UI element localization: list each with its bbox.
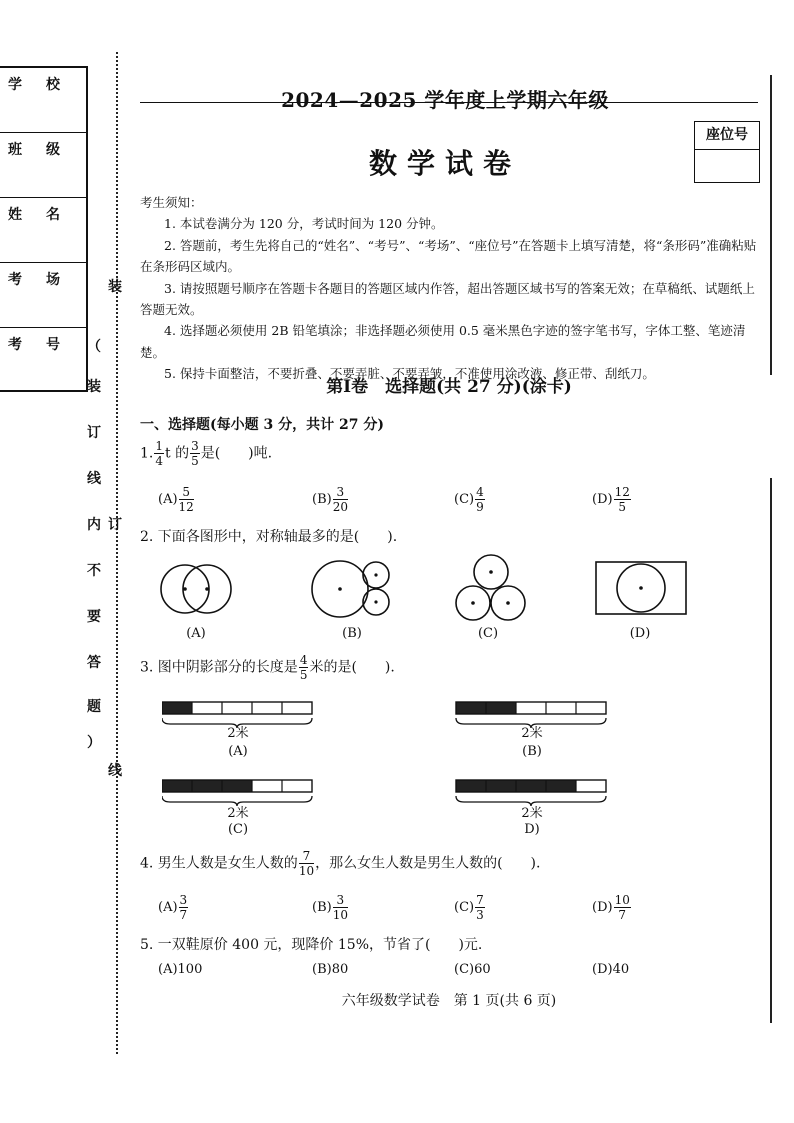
info-field-exam-room[interactable]: 考场 <box>0 263 86 328</box>
q2-figures <box>150 552 710 628</box>
question-4: 4. 男生人数是女生人数的 $\frac{7}{10}$ ，那么女生人数是男生人数的( ). <box>140 849 541 878</box>
figure-d-rectangle-with-circle <box>596 562 686 614</box>
instruction-item: 4. 选择题必须使用 2B 铅笔填涂；非选择题必须使用 0.5 毫米黑色字迹的签字笔书写，字体工整、笔迹清楚。 <box>140 323 746 360</box>
figure-c-three-circles <box>456 555 525 620</box>
exam-instructions <box>140 192 760 385</box>
instruction-item: 5. 保持卡面整洁，不要折叠、不要弄脏、不要弄皱，不准使用涂改液、修正带、刮纸刀。 <box>164 366 655 382</box>
q1-option-d[interactable]: (D) $\frac{12}{5}$ <box>592 485 630 514</box>
q5-option-b[interactable]: (B)80 <box>312 962 349 977</box>
q3-option-b[interactable]: (B) <box>522 744 542 759</box>
binding-side-top: 装 <box>108 279 122 295</box>
exam-main-title: 数学试卷 <box>368 147 521 180</box>
part-title: 一、选择题(每小题 3 分，共计 27 分) <box>140 417 384 433</box>
q2-option-d[interactable]: (D) <box>629 626 651 641</box>
q5-option-c[interactable]: (C)60 <box>454 962 491 977</box>
header-rule <box>140 102 758 103</box>
q3-option-a[interactable]: (A) <box>228 744 248 759</box>
info-field-school[interactable]: 学校 <box>0 68 86 133</box>
q3-option-d[interactable]: D) <box>524 822 540 837</box>
q1-option-a[interactable]: (A) $\frac{5}{12}$ <box>158 485 194 514</box>
q3-caption-c: 2米 <box>227 806 249 821</box>
q4-option-c[interactable]: (C) $\frac{7}{3}$ <box>454 893 484 922</box>
q4-option-a[interactable]: (A) $\frac{3}{7}$ <box>158 893 188 922</box>
info-field-class[interactable]: 班级 <box>0 133 86 198</box>
q2-option-c[interactable]: (C) <box>477 626 499 641</box>
instructions-heading: 考生须知： <box>140 195 203 210</box>
question-1: 1. $\frac{1}{4}$ t 的 $\frac{3}{5}$ 是( )吨. <box>140 439 273 468</box>
q3-caption-b: 2米 <box>521 726 543 741</box>
q5-option-d[interactable]: (D)40 <box>592 962 630 977</box>
seat-number-box[interactable] <box>694 121 760 183</box>
question-3: 3. 图中阴影部分的长度是 $\frac{4}{5}$ 米的是( ). <box>140 653 395 682</box>
binding-side-mid: 订 <box>108 517 122 533</box>
q1-option-c[interactable]: (C) $\frac{4}{9}$ <box>454 485 484 514</box>
instruction-item: 1. 本试卷满分为 120 分，考试时间为 120 分钟。 <box>164 216 444 232</box>
page-footer: 六年级数学试卷 第 1 页(共 6 页) <box>341 993 557 1009</box>
q1-option-b[interactable]: (B) $\frac{3}{20}$ <box>312 485 348 514</box>
instruction-item: 3. 请按照题号顺序在答题卡各题目的答题区域内作答，超出答题区域书写的答案无效；在草稿纸、试题纸上答题无效。 <box>140 280 755 318</box>
q3-caption-a: 2米 <box>227 726 249 741</box>
instruction-item: 2. 答题前，考生先将自己的“姓名”、“考号”、“考场”、“座位号”在答题卡上填写清楚，将“条形码”准确粘贴在条形码区域内。 <box>140 237 757 275</box>
q4-option-b[interactable]: (B) $\frac{3}{10}$ <box>312 893 348 922</box>
q2-option-a[interactable]: (A) <box>186 626 206 641</box>
q3-bar-shade-c <box>162 780 252 792</box>
figure-b-circle-with-two-small <box>312 561 389 617</box>
q3-caption-d: 2米 <box>521 806 543 821</box>
info-field-name[interactable]: 姓名 <box>0 198 86 263</box>
q2-option-b[interactable]: (B) <box>342 626 362 641</box>
figure-a-overlapping-circles <box>161 565 231 613</box>
binding-dotted-line <box>116 52 118 1054</box>
binding-side-bottom: 线 <box>108 763 122 779</box>
q4-option-d[interactable]: (D) $\frac{10}{7}$ <box>592 893 630 922</box>
right-margin-line-bottom <box>770 478 772 1023</box>
q3-option-c[interactable]: (C) <box>227 822 249 837</box>
q5-option-a[interactable]: (A)100 <box>158 962 203 977</box>
student-info-panel <box>0 66 88 392</box>
exam-year-title: 2024—2025 学年度上学期六年级 <box>281 88 609 112</box>
info-field-exam-number[interactable]: 考号 <box>8 337 84 353</box>
question-2: 2. 下面各图形中，对称轴最多的是( ). <box>140 529 398 545</box>
right-margin-line-top <box>770 75 772 375</box>
section-title: 第Ⅰ卷 选择题(共 27 分)(涂卡) <box>326 377 572 397</box>
seat-number-label: 座位号 <box>695 122 759 150</box>
question-5: 5. 一双鞋原价 400 元，现降价 15%，节省了( )元. <box>140 937 483 953</box>
q3-bar-shade-a <box>162 702 192 714</box>
